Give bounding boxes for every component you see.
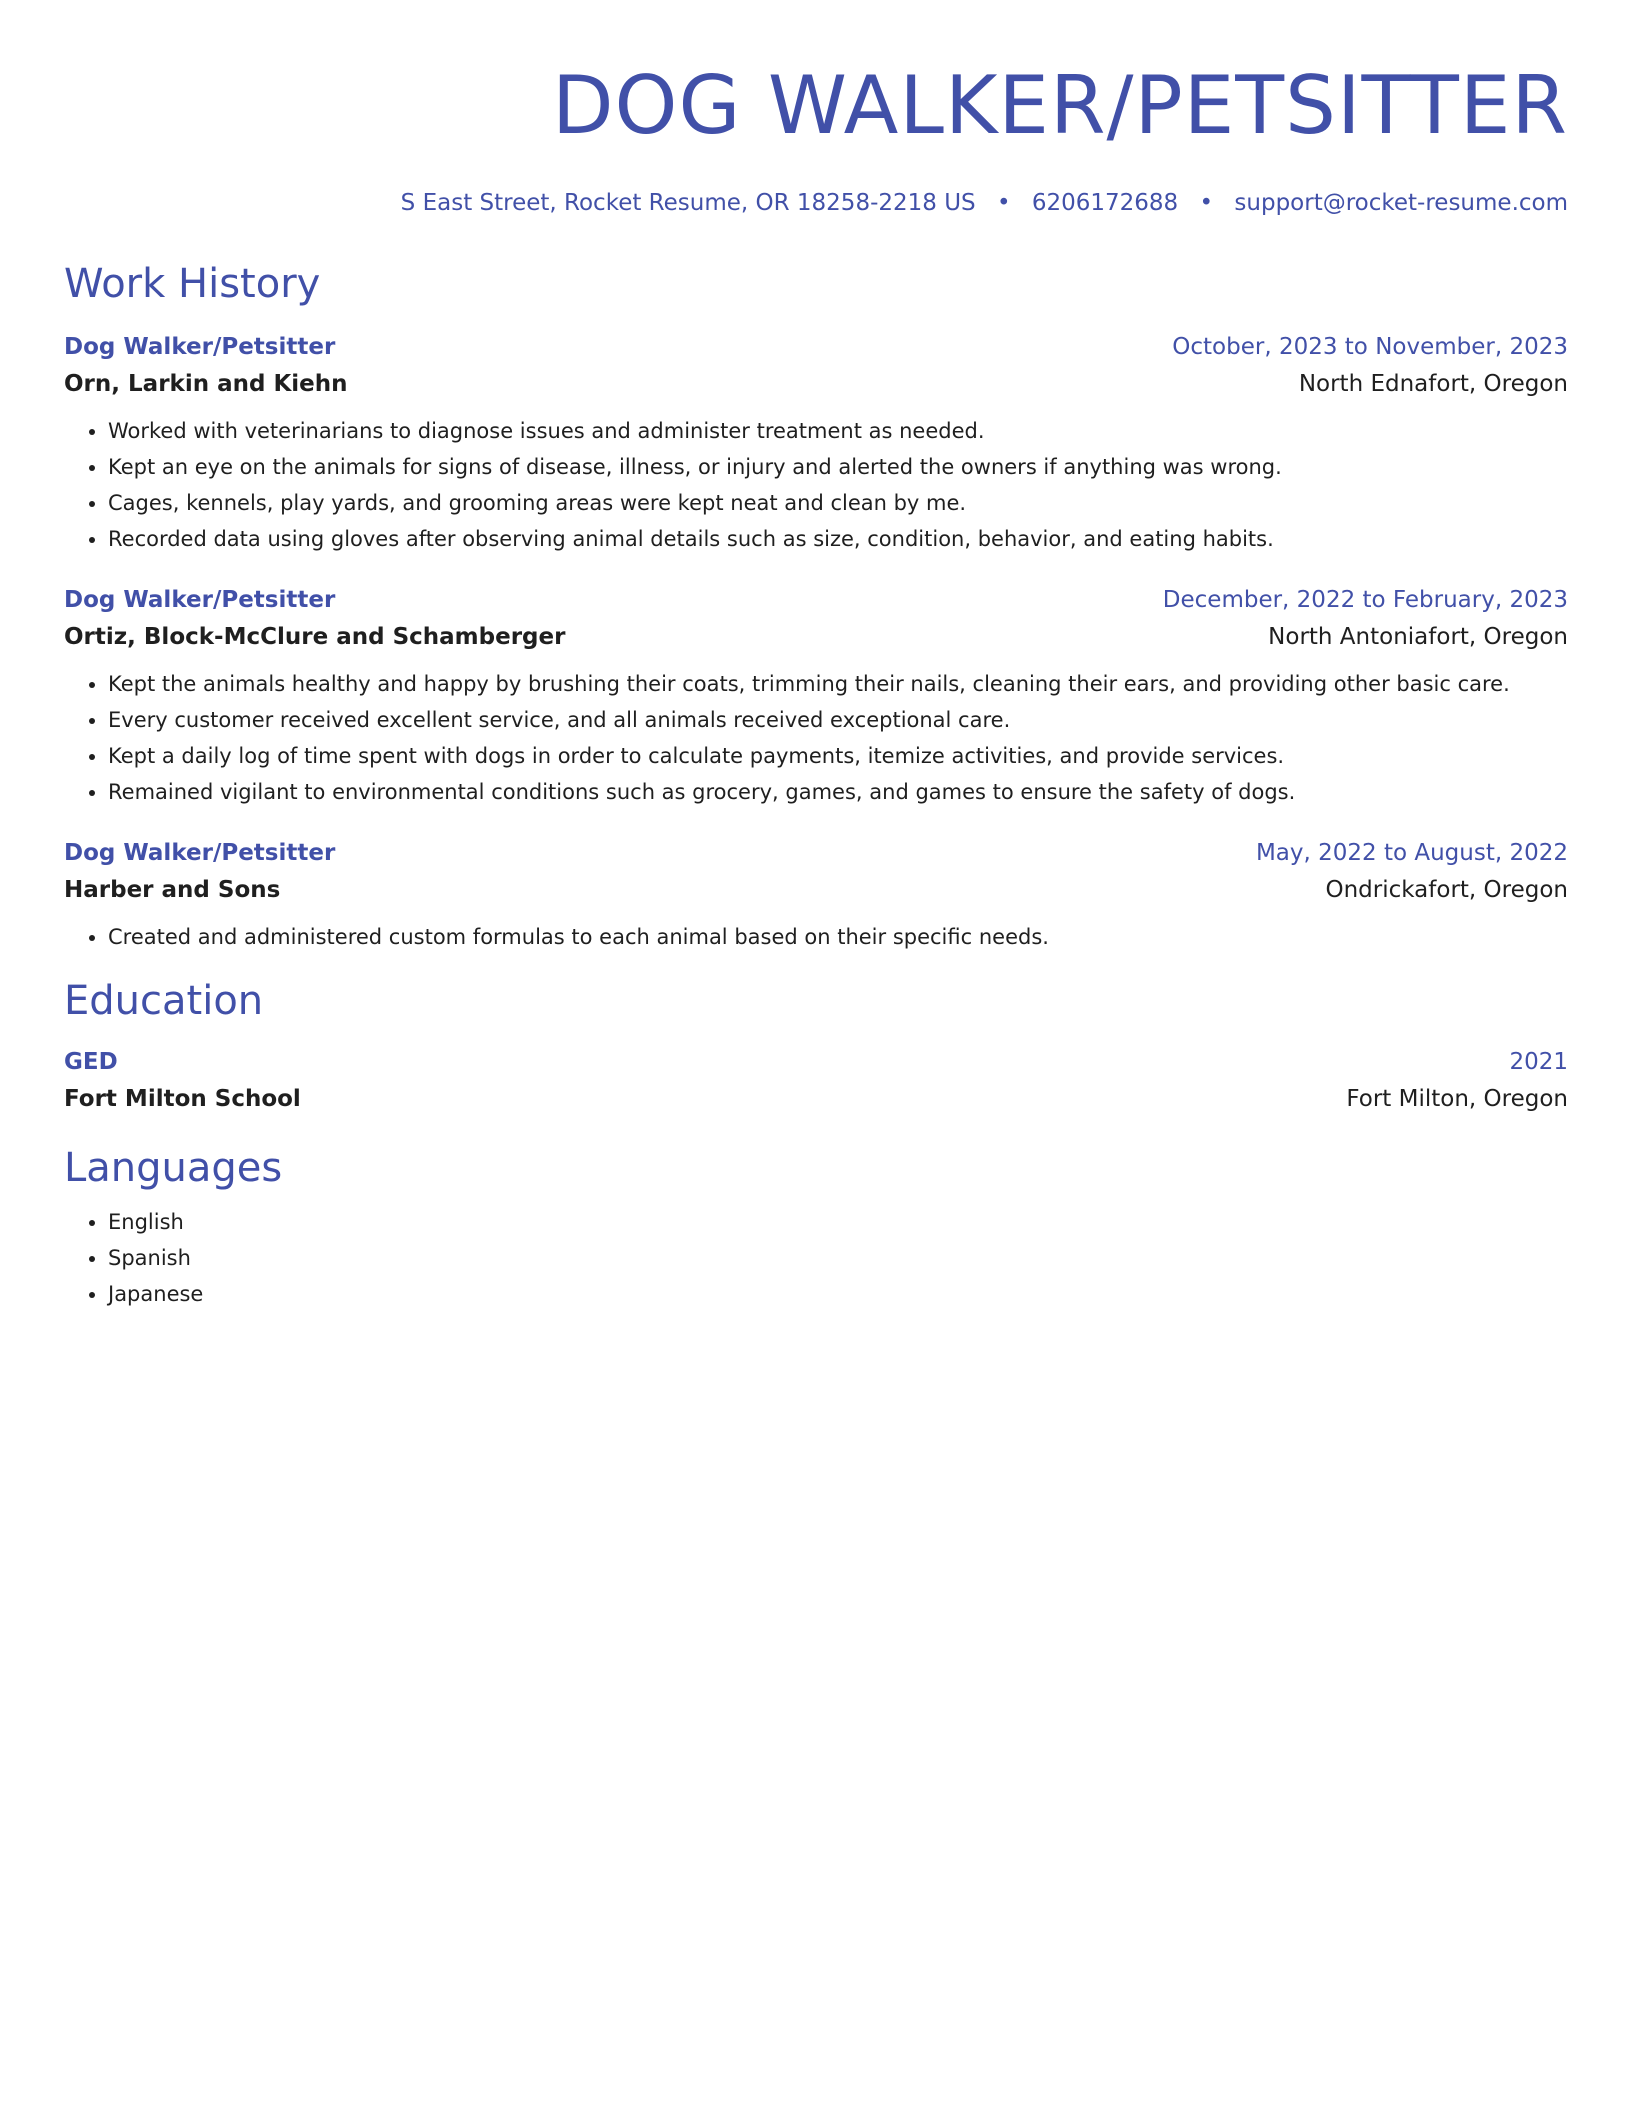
school-name: Fort Milton School	[64, 1086, 301, 1112]
list-item: • Kept an eye on the animals for signs of disease, illness, or injury and alerted the owners if anything was wrong.	[108, 449, 1568, 485]
resume-header	[64, 0, 1568, 218]
languages-list	[64, 1204, 1568, 1312]
job-dates: May, 2022 to August, 2022	[1255, 840, 1568, 866]
list-item: • Kept a daily log of time spent with dogs in order to calculate payments, itemize activities, and provide services.	[108, 738, 1568, 774]
separator-dot: •	[1199, 190, 1214, 216]
list-item: • Remained vigilant to environmental conditions such as grocery, games, and games to ensure the safety of dogs.	[108, 774, 1568, 810]
list-item: • Japanese	[108, 1276, 1568, 1312]
job-dates: December, 2022 to February, 2023	[1162, 587, 1568, 613]
address-text: S East Street, Rocket Resume, OR 18258-2218 US	[400, 190, 976, 216]
school-location: Fort Milton, Oregon	[1346, 1086, 1568, 1112]
list-item: • Cages, kennels, play yards, and grooming areas were kept neat and clean by me.	[108, 485, 1568, 521]
separator-dot: •	[996, 190, 1011, 216]
job-entry	[64, 585, 1568, 810]
education-entry	[64, 1047, 1568, 1114]
job-bullets	[64, 919, 1568, 955]
job-title: Dog Walker/Petsitter	[64, 840, 336, 866]
list-item: • Every customer received excellent service, and all animals received exceptional care.	[108, 702, 1568, 738]
contact-line	[64, 188, 1568, 218]
list-item: • Worked with veterinarians to diagnose issues and administer treatment as needed.	[108, 413, 1568, 449]
languages-heading: Languages	[64, 1145, 283, 1191]
graduation-year: 2021	[1509, 1049, 1568, 1075]
list-item: • Spanish	[108, 1240, 1568, 1276]
work-history-heading: Work History	[64, 261, 321, 307]
list-item: • Created and administered custom formulas to each animal based on their specific needs.	[108, 919, 1568, 955]
job-title: Dog Walker/Petsitter	[64, 587, 336, 613]
list-item: • English	[108, 1204, 1568, 1240]
email-text: support@rocket-resume.com	[1234, 190, 1568, 216]
list-item: • Recorded data using gloves after observing animal details such as size, condition, behavior, and eating habits.	[108, 521, 1568, 557]
job-bullets	[64, 413, 1568, 557]
job-location: North Antoniafort, Oregon	[1268, 624, 1568, 650]
job-location: Ondrickafort, Oregon	[1325, 877, 1568, 903]
company-name: Ortiz, Block-McClure and Schamberger	[64, 624, 566, 650]
job-location: North Ednafort, Oregon	[1298, 371, 1568, 397]
company-name: Orn, Larkin and Kiehn	[64, 371, 348, 397]
job-entry	[64, 838, 1568, 955]
job-entry	[64, 332, 1568, 557]
list-item: • Kept the animals healthy and happy by brushing their coats, trimming their nails, cleaning their ears, and providing other basic care.	[108, 666, 1568, 702]
candidate-name: DOG WALKER/PETSITTER	[551, 59, 1568, 152]
phone-text: 6206172688	[1031, 190, 1179, 216]
company-name: Harber and Sons	[64, 877, 281, 903]
job-dates: October, 2023 to November, 2023	[1172, 334, 1568, 360]
education-heading: Education	[64, 978, 264, 1024]
job-title: Dog Walker/Petsitter	[64, 334, 336, 360]
job-bullets	[64, 666, 1568, 810]
degree-name: GED	[64, 1049, 118, 1075]
